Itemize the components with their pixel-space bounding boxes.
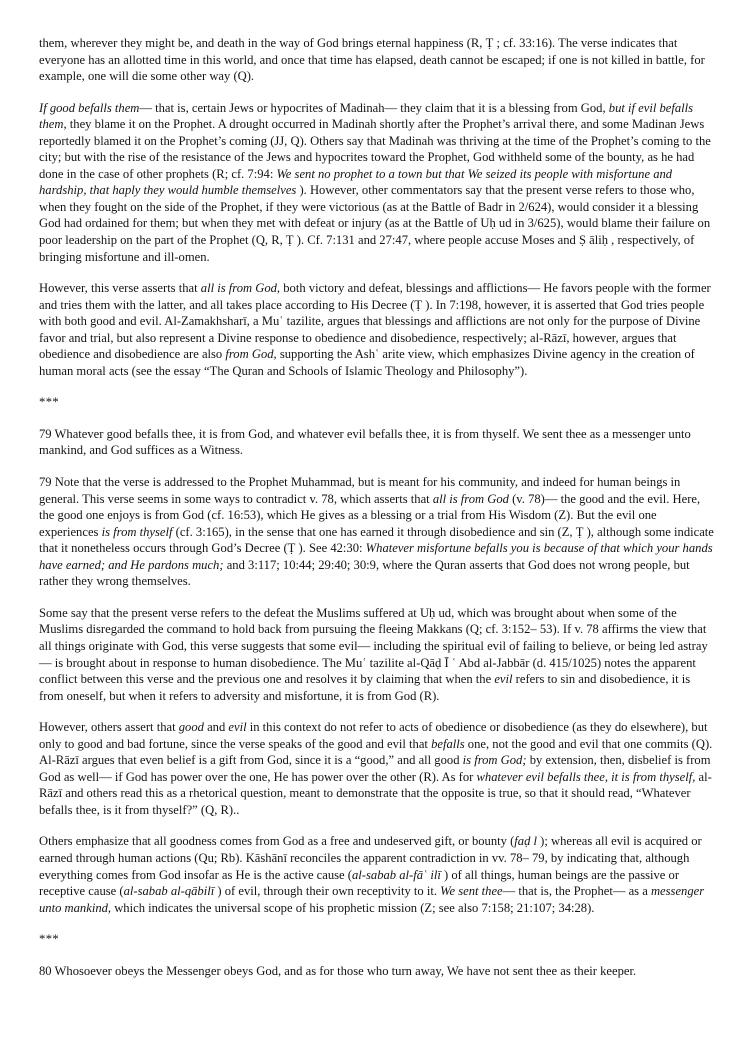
emphasis-text: We sent thee (440, 884, 503, 899)
body-text: one, not the good and evil that one commits (Q). Al-Rāzī argues that even belief is a gift from God, since it is a “good,” and all good (39, 736, 713, 768)
commentary-paragraph-para-6 (39, 833, 717, 916)
emphasis-text: evil (228, 720, 247, 735)
body-text: and 3:117; 10:44; 29:40; 30:9, where the Quran asserts that God does not wrong people, but rather they wrong themselves. (39, 557, 690, 589)
emphasis-text: evil (494, 672, 513, 687)
commentary-paragraph-para-5 (39, 719, 717, 818)
body-text: Some say that the present verse refers to the defeat the Muslims suffered at Uḥ ud, which was brought about when some of the Muslims disregarded the command to hold back from pursuing the fleeing Makkans (Q; cf. 3:152– 53). If v. 78 affirms the view that all things originate with God, this verse suggests that some evil— including the spiritual evil of failing to believe, or being led astray— is brought about in response to human disobedience. The Muʿ tazilite al-Qāḍ Ī ʿ Abd al-Jabbār (d. 415/1025) notes the apparent conflict between this verse and the previous one and resolves it by claiming that when the (39, 605, 708, 687)
body-text: ) of evil, through their own receptivity to it. (214, 884, 441, 899)
body-text: (v. 78)— the good and the evil. Here, the good one enjoys is from God (cf. 16:53), which He gives as a blessing or a trial from His Wisdom (Z). But the evil one experiences (39, 491, 701, 539)
emphasis-text: al-sabab al-qābilī (123, 884, 215, 899)
body-text: refers to sin and disobedience, it is from oneself, but when it refers to adversity and misfortune, it is from God (R). (39, 672, 691, 703)
commentary-paragraph-comment-79 (39, 474, 717, 590)
page-content (39, 35, 717, 979)
emphasis-text: faḍ l (514, 834, 538, 849)
body-text: them, wherever they might be, and death in the way of God brings eternal happiness (R, Ṭ ; cf. 33:16). The verse indicates that everyone has an allotted time in this world, and once that time has elapsed, death cannot be escaped; if one is not killed in battle, for example, one will die some other way (Q). (39, 36, 705, 84)
body-text: and (203, 720, 229, 735)
body-text: (cf. 3:165), in the sense that one has earned it through disobedience and sin (Z, Ṭ ), although some indicate that it nonetheless occurs through God’s Decree (Ṭ ). See 42:30: (39, 524, 714, 556)
section-separator: *** (39, 395, 60, 410)
commentary-paragraph-para-1 (39, 35, 717, 85)
emphasis-text: but if evil befalls them, (39, 100, 694, 132)
emphasis-text: is from God; (462, 753, 527, 768)
body-text: — that is, certain Jews or hypocrites of Madinah— they claim that it is a blessing from God, (139, 100, 609, 115)
commentary-paragraph-para-4 (39, 605, 717, 704)
body-text: they blame it on the Prophet. A drought occurred in Madinah shortly after the Prophet’s arrival there, and some Madinan Jews reportedly blamed it on the Prophet’s coming (JJ, Q). Others say that Madinah was thriving at the time of the Prophet’s coming to the city; but with the rise of the resistance of the Jews and hypocrites toward the Prophet, God withheld some of the bounty, as he had done in the case of other prophets (R; cf. 7:94: (39, 117, 711, 181)
emphasis-text: from God, (225, 347, 277, 362)
section-separator: *** (39, 932, 60, 947)
body-text: al-Rāzī and others read this as a rhetorical question, meant to demonstrate that the opposite is true, so that it should read, “Whatever befalls thee, is it from thyself?” (Q, R).. (39, 769, 712, 817)
body-text: ) of all things, human beings are the passive or receptive cause ( (39, 867, 680, 899)
emphasis-text: all is from God, (200, 281, 281, 296)
body-text: ); whereas all evil is acquired or earned through human actions (Qu; Rb). Kāshānī reconciles the apparent contradiction in vv. 78– 79, by indicating that, although everything comes from God insofar as He is the active cause ( (39, 834, 702, 882)
emphasis-text: all is from God (432, 491, 509, 506)
emphasis-text: al-sabab al-fāʿ ilī (352, 867, 441, 882)
body-text: both victory and defeat, blessings and afflictions— He favors people with the former and tries them with the latter, and all takes place according to His Decree (Ṭ ). In 7:198, however, it is asserted that God tries people with both good and evil. Al-Zamakhsharī, a Muʿ tazilite, argues that blessings and afflictions are not only for the purpose of Divine favor and trial, but also represent a Divine response to obedience and disobedience, respectively; al-Rāzī, however, argues that obedience and disobedience are also (39, 281, 711, 362)
quran-verse-verse-80 (39, 963, 717, 980)
body-text: — that is, the Prophet— as a (502, 884, 651, 899)
emphasis-text: whatever evil befalls thee, it is from thyself, (476, 769, 696, 784)
body-text: Others emphasize that all goodness comes from God as a free and undeserved gift, or bounty ( (39, 834, 515, 849)
body-text: However, this verse asserts that (39, 281, 201, 296)
body-text: by extension, then, disbelief is from God as well— if God has power over the one, He has power over the other (R). As for (39, 753, 711, 784)
emphasis-text: is from thyself (101, 524, 173, 539)
commentary-paragraph-para-2 (39, 100, 717, 265)
quran-verse-verse-79 (39, 426, 717, 459)
commentary-paragraph-para-3 (39, 280, 717, 379)
body-text: in this context do not refer to acts of obedience or disobedience (as they do elsewhere), but only to good and bad fortune, since the verse speaks of the good and evil that (39, 720, 708, 751)
emphasis-text: If good befalls them (39, 100, 140, 115)
emphasis-text: messenger unto mankind, (39, 884, 705, 915)
body-text: ). However, other commentators say that the present verse refers to those who, when they fought on the side of the Prophet, if they were victorious (as at the Battle of Badr in 2/624), would consider it a blessing God had ordained for them; but when they met with defeat or injury (as at the Battle of Uḥ ud in 3/625), would blame their failure on poor leadership on the part of the Prophet (Q, R, Ṭ ). Cf. 7:131 and 27:47, where people accuse Moses and Ṣ āliḥ , respectively, of bringing misfortune and ill-omen. (39, 183, 711, 264)
body-text: However, others assert that (39, 720, 179, 735)
emphasis-text: Whatever misfortune befalls you is because of that which your hands have earned; and He pardons much; (39, 541, 713, 572)
body-text: which indicates the universal scope of his prophetic mission (Z; see also 7:158; 21:107; 34:28). (111, 900, 595, 915)
body-text: 80 Whosoever obeys the Messenger obeys God, and as for those who turn away, We have not sent thee as their keeper. (39, 963, 637, 978)
body-text: 79 Whatever good befalls thee, it is from God, and whatever evil befalls thee, it is from thyself. We sent thee as a messenger unto mankind, and God suffices as a Witness. (39, 426, 691, 458)
emphasis-text: befalls (431, 736, 465, 751)
emphasis-text: good (178, 720, 204, 735)
body-text: supporting the Ashʿ arite view, which emphasizes Divine agency in the creation of human moral acts (see the essay “The Quran and Schools of Islamic Theology and Philosophy”). (39, 347, 695, 378)
body-text: 79 Note that the verse is addressed to the Prophet Muhammad, but is meant for his community, and indeed for human beings in general. This verse seems in some ways to contradict v. 78, which asserts that (39, 475, 681, 506)
emphasis-text: We sent no prophet to a town but that We seized its people with misfortune and hardship, that haply they would humble themselves (39, 166, 673, 198)
